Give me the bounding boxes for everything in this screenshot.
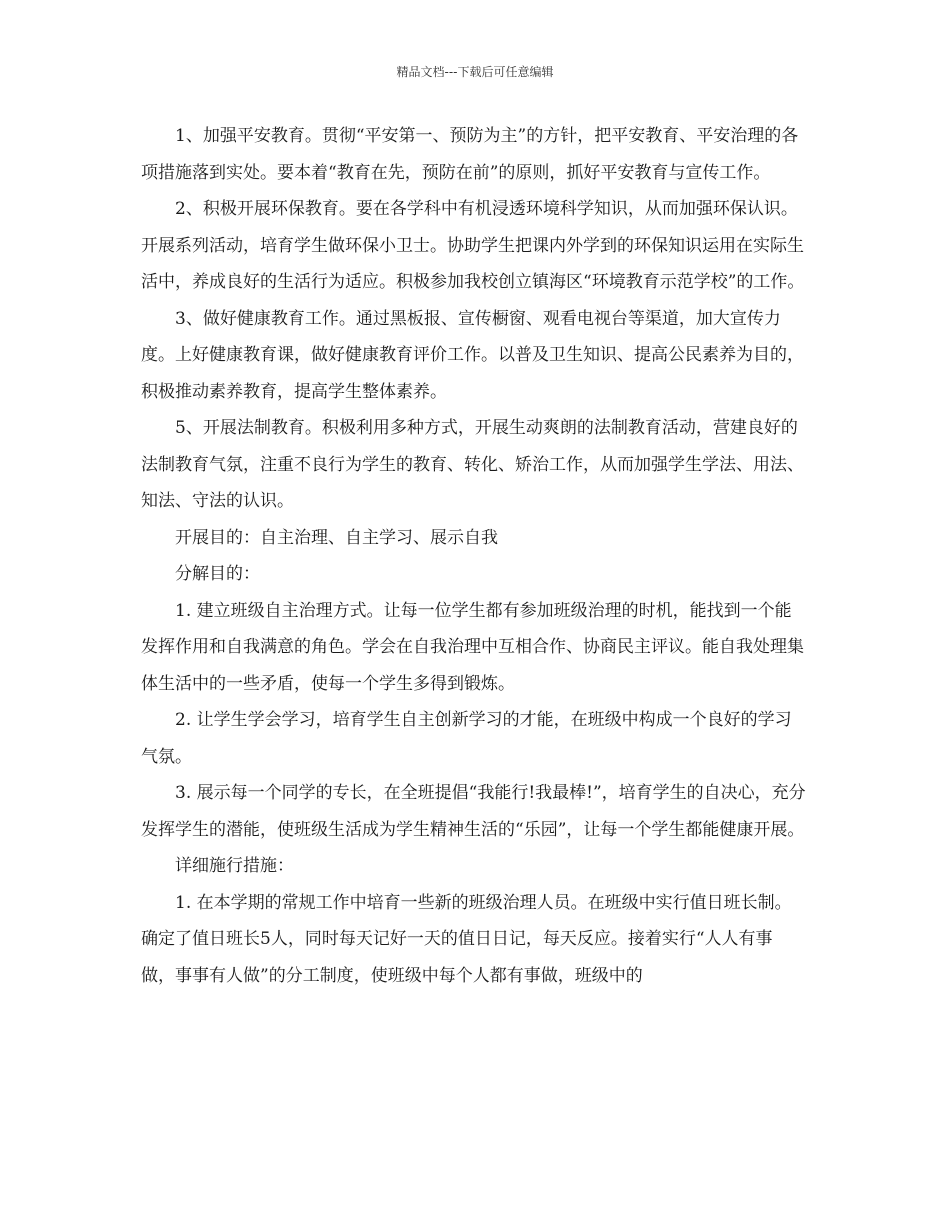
document-body [141, 118, 806, 994]
paragraph-sub-goals-heading: 分解目的： [175, 564, 260, 584]
paragraph-measures-heading: 详细施行措施： [175, 856, 294, 876]
paragraph-sub-goal-3: 3. 展示每一个同学的专长，在全班提倡“我能行!我最棒!”，培育学生的自决心，充分发挥学生的潜能，使班级生活成为学生精神生活的“乐园”，让每一个学生都能健康开展。 [141, 783, 806, 840]
paragraph-sub-goal-1: 1. 建立班级自主治理方式。让每一位学生都有参加班级治理的时机，能找到一个能发挥作用和自我满意的角色。学会在自我治理中互相合作、协商民主评议。能自我处理集体生活中的一些矛盾，使每一个学生多得到锻炼。 [141, 600, 804, 694]
paragraph-safety-education: 1、加强平安教育。贯彻“平安第一、预防为主”的方针，把平安教育、平安治理的各项措施落到实处。要本着“教育在先，预防在前”的原则，抓好平安教育与宣传工作。 [141, 126, 799, 183]
page-header: 精品文档---下载后可任意编辑 [396, 65, 554, 79]
paragraph-goals: 开展目的：自主治理、自主学习、展示自我 [175, 527, 498, 548]
paragraph-environmental-education: 2、积极开展环保教育。要在各学科中有机浸透环境科学知识，从而加强环保认识。开展系列活动，培育学生做环保小卫士。协助学生把课内外学到的环保知识运用在实际生活中，养成良好的生活行为适应。积极参加我校创立镇海区“环境教育示范学校”的工作。 [141, 199, 805, 292]
paragraph-health-education: 3、做好健康教育工作。通过黑板报、宣传橱窗、观看电视台等渠道，加大宣传力度。上好健康教育课，做好健康教育评价工作。以普及卫生知识、提高公民素养为目的，积极推动素养教育，提高学生整体素养。 [141, 308, 804, 402]
paragraph-legal-education: 5、开展法制教育。积极利用多种方式，开展生动爽朗的法制教育活动，营建良好的法制教育气氛，注重不良行为学生的教育、转化、矫治工作，从而加强学生学法、用法、知法、守法的认识。 [141, 418, 804, 511]
paragraph-sub-goal-2: 2. 让学生学会学习，培育学生自主创新学习的才能，在班级中构成一个良好的学习气氛。 [141, 710, 792, 767]
paragraph-measure-1: 1. 在本学期的常规工作中培育一些新的班级治理人员。在班级中实行值日班长制。确定了值日班长5人，同时每天记好一天的值日日记，每天反应。接着实行“人人有事做，事事有人做”的分工制度，使班级中每个人都有事做，班级中的 [141, 892, 792, 986]
